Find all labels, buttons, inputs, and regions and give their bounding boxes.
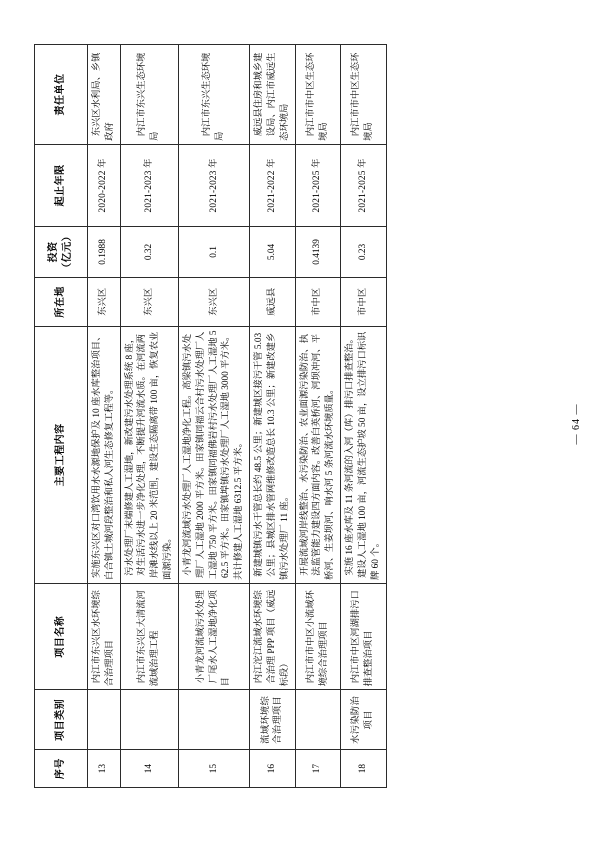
cell-years: 2020-2022 年	[88, 144, 121, 226]
cell-name: 小青龙河流域污水处理厂尾水人工湿地净化项目	[178, 583, 249, 689]
cell-years: 2021-2023 年	[120, 144, 178, 226]
cell-no: 14	[120, 750, 178, 788]
table-row	[250, 45, 295, 788]
cell-no: 16	[250, 750, 295, 788]
cell-category	[295, 690, 340, 750]
cell-unit: 内江市市中区生态环境局	[341, 45, 386, 145]
cell-name: 内江市东兴区水环境综合治理项目	[88, 583, 121, 689]
cell-no: 18	[341, 750, 386, 788]
cell-category	[120, 690, 178, 750]
header-no: 序号	[35, 750, 88, 788]
header-investment-line2: （亿元）	[62, 230, 73, 273]
project-table	[34, 44, 387, 788]
cell-name: 内江市东兴区大清流河流域治理工程	[120, 583, 178, 689]
header-investment-line1: 投资	[48, 241, 60, 263]
cell-place: 东兴区	[88, 277, 121, 326]
cell-no: 13	[88, 750, 121, 788]
header-place: 所在地	[35, 277, 88, 326]
cell-unit: 内江市东兴生态环境局	[120, 45, 178, 145]
cell-investment: 0.1	[178, 226, 249, 277]
cell-content: 实施东兴区对口湾饮用水水源地保护及 10 座水库整治项目、白合镇土城河段整治和私人河生态修复工程等。	[88, 326, 121, 583]
cell-place: 威远县	[250, 277, 295, 326]
header-unit: 责任单位	[35, 45, 88, 145]
cell-content: 开展流域河岸线整治、水污染防治、农业面源污染防治、执法监管能力建设四方面内容。改善白英桥河、河坝冲河、平桥河、生姜坝河、响水河 5 条河流水环境质量。	[295, 326, 340, 583]
header-category: 项目类别	[35, 690, 88, 750]
cell-unit: 内江市东兴生态环境局	[178, 45, 249, 145]
header-content: 主要工程内容	[35, 326, 88, 583]
cell-place: 东兴区	[178, 277, 249, 326]
cell-category	[178, 690, 249, 750]
cell-place: 市中区	[341, 277, 386, 326]
cell-category: 水污染防治项目	[341, 690, 386, 750]
header-investment	[35, 226, 88, 277]
cell-years: 2021-2022 年	[250, 144, 295, 226]
cell-years: 2021-2025 年	[341, 144, 386, 226]
table-row	[341, 45, 386, 788]
header-years: 起止年限	[35, 144, 88, 226]
cell-years: 2021-2023 年	[178, 144, 249, 226]
cell-unit: 威远县住房和城乡建设局、内江市威远生态环境局	[250, 45, 295, 145]
page-number: — 64 —	[571, 403, 582, 445]
header-name: 项目名称	[35, 583, 88, 689]
table-row	[88, 45, 121, 788]
cell-investment: 0.32	[120, 226, 178, 277]
cell-unit: 东兴区水利局、乡镇政府	[88, 45, 121, 145]
cell-place: 东兴区	[120, 277, 178, 326]
cell-name: 内江市中区河湖排污口排查整治项目	[341, 583, 386, 689]
cell-place: 市中区	[295, 277, 340, 326]
table-header-row	[35, 45, 88, 788]
cell-content: 新建城镇污水干管总长约 48.5 公里；新建城区接污干管 5.03 公里；县城区排水管网维修改造总长 10.3 公里；新建改建乡镇污水处理厂 11 座。	[250, 326, 295, 583]
cell-category	[88, 690, 121, 750]
table-row	[120, 45, 178, 788]
cell-unit: 内江市市中区生态环境局	[295, 45, 340, 145]
cell-years: 2021-2025 年	[295, 144, 340, 226]
cell-category: 流域环境综合治理项目	[250, 690, 295, 750]
table-row	[295, 45, 340, 788]
cell-investment: 0.4139	[295, 226, 340, 277]
cell-name: 内江市市中区小流域环境综合治理项目	[295, 583, 340, 689]
cell-no: 15	[178, 750, 249, 788]
table-body	[88, 45, 387, 788]
cell-no: 17	[295, 750, 340, 788]
cell-content: 实施 16 座水库及 11 条河流的入河（库）排污口排查整治。建设人工湿地 100 亩，河流生态护坡 50 亩，设立排污口标识牌 60 个。	[341, 326, 386, 583]
cell-investment: 0.23	[341, 226, 386, 277]
cell-content: 小青龙河流域污水处理厂人工湿地净化工程。高梁镇污水处理厂人工湿地 2000 平方米。田家镇同福云合村污水处理厂人工湿地 750 平方米。田家镇同福佛岩村污水处理厂人工湿地 562.5 平方米。田家镇埠镇污水处理厂人工湿地 3000 平方米。共计修建人工湿地 6312.5 平方米。	[178, 326, 249, 583]
cell-investment: 0.1988	[88, 226, 121, 277]
table-row	[178, 45, 249, 788]
cell-content: 污水处理厂末端修建人工湿地，新改建污水处理系统 8 座，对生活污水进一步净化处理，不断提升河流水质。在河流两岸滩水线以上 20 米范围，建设生态隔离带 100 亩，恢复农业面源污染。	[120, 326, 178, 583]
cell-name: 内江沱江流域水环境综合治理 PPP 项目（威远标段）	[250, 583, 295, 689]
cell-investment: 5.04	[250, 226, 295, 277]
